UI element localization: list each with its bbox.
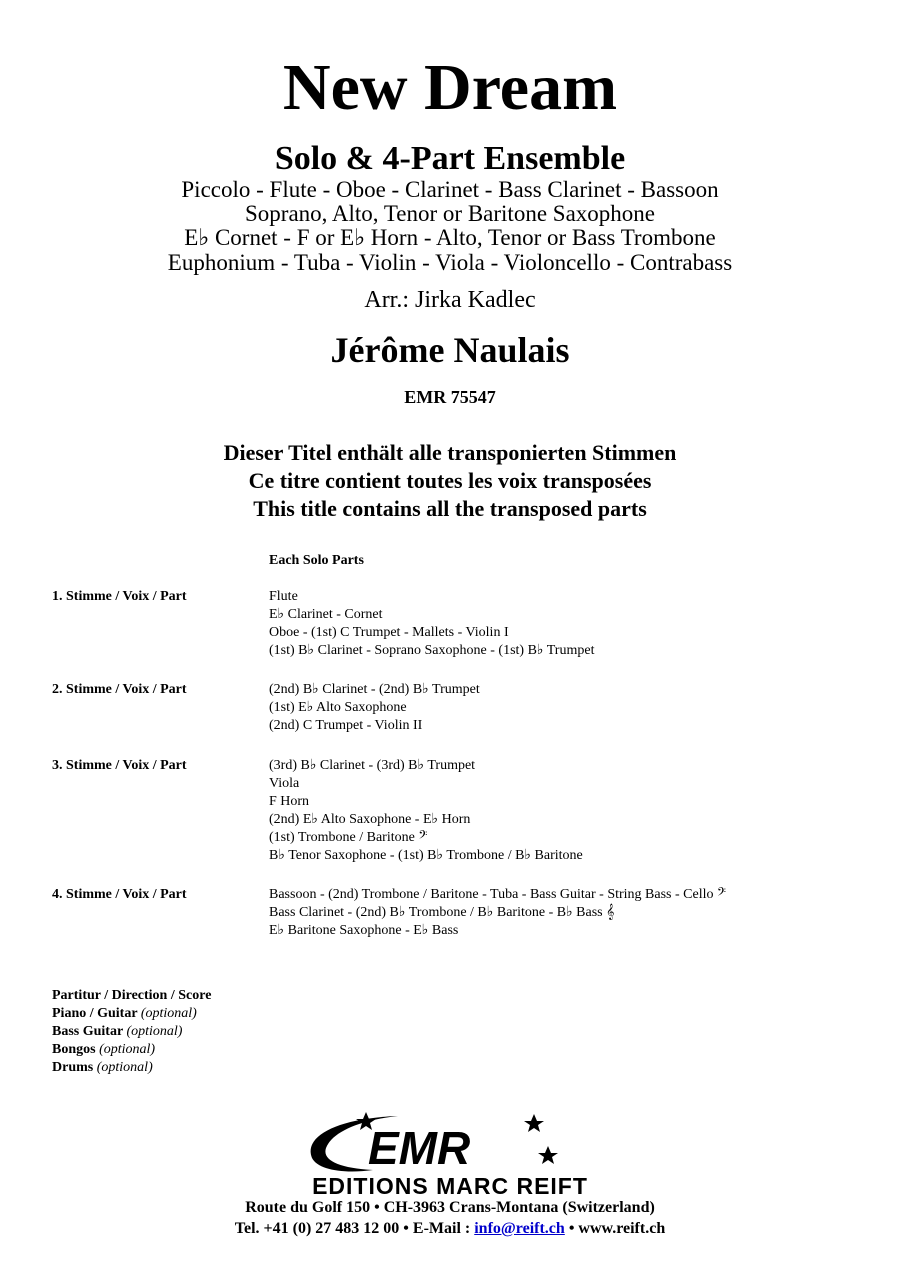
logo-publisher-name: EDITIONS MARC REIFT [312, 1173, 588, 1198]
part-line: B♭ Tenor Saxophone - (1st) B♭ Trombone / B♭ Baritone [269, 848, 583, 863]
extras-list [52, 987, 211, 1077]
footer-tel: Tel. +41 (0) 27 483 12 00 • E-Mail : [234, 1220, 475, 1237]
section-label: 4. Stimme / Voix / Part [52, 887, 187, 902]
transposed-note-en: This title contains all the transposed parts [253, 496, 647, 521]
instrumentation-line: Soprano, Alto, Tenor or Baritone Saxophone [245, 201, 655, 226]
composer: Jérôme Naulais [330, 330, 570, 370]
solo-parts-header: Each Solo Parts [269, 553, 364, 568]
part-line: Bass Clarinet - (2nd) B♭ Trombone / B♭ Baritone - B♭ Bass 𝄞 [269, 905, 615, 920]
part-line: E♭ Baritone Saxophone - E♭ Bass [269, 923, 459, 938]
instrumentation-line: Piccolo - Flute - Oboe - Clarinet - Bass Clarinet - Bassoon [181, 177, 719, 202]
section-label: 1. Stimme / Voix / Part [52, 589, 187, 604]
extra-name: Partitur / Direction / Score [52, 988, 212, 1003]
part-line: F Horn [269, 794, 310, 809]
section-parts [269, 588, 594, 660]
email-link[interactable]: info@reift.ch [474, 1220, 565, 1237]
extra-note: (optional) [99, 1042, 156, 1057]
footer-address: Route du Golf 150 • CH-3963 Crans-Montana (Switzerland) [245, 1199, 655, 1216]
part-line: Oboe - (1st) C Trumpet - Mallets - Violin I [269, 625, 509, 640]
part-line: Flute [269, 589, 298, 604]
section-label: 3. Stimme / Voix / Part [52, 758, 187, 773]
arranger: Arr.: Jirka Kadlec [364, 287, 536, 313]
section-label: 2. Stimme / Voix / Part [52, 682, 187, 697]
extra-item [52, 1041, 211, 1059]
transposed-note-fr: Ce titre contient toutes les voix transposées [248, 468, 652, 493]
extra-name: Drums [52, 1060, 94, 1075]
publisher-logo [248, 1106, 652, 1203]
footer-contact [0, 1218, 900, 1239]
logo-star-icon [538, 1146, 558, 1164]
footer-web: • www.reift.ch [564, 1220, 666, 1237]
part-line: Viola [269, 776, 300, 791]
emr-logo-graphic [248, 1106, 652, 1198]
part-line: (2nd) C Trumpet - Violin II [269, 718, 423, 733]
section-parts [269, 757, 583, 865]
extra-item [52, 987, 211, 1005]
part-line: (1st) Trombone / Baritone 𝄢 [269, 830, 428, 845]
extra-item [52, 1005, 211, 1023]
extra-note: (optional) [126, 1024, 183, 1039]
transposed-note-de: Dieser Titel enthält alle transponierten Stimmen [223, 440, 677, 465]
part-line: (3rd) B♭ Clarinet - (3rd) B♭ Trumpet [269, 758, 476, 773]
extra-item [52, 1023, 211, 1041]
logo-mark: EMR [368, 1122, 471, 1174]
part-line: (1st) B♭ Clarinet - Soprano Saxophone - (1st) B♭ Trumpet [269, 643, 595, 658]
instrumentation-line: E♭ Cornet - F or E♭ Horn - Alto, Tenor or Bass Trombone [184, 225, 716, 250]
part-line: (2nd) E♭ Alto Saxophone - E♭ Horn [269, 812, 471, 827]
extra-note: (optional) [96, 1060, 153, 1075]
extra-name: Piano / Guitar [52, 1006, 138, 1021]
subtitle: Solo & 4-Part Ensemble [274, 140, 626, 177]
page-title: New Dream [282, 51, 618, 124]
extra-note: (optional) [140, 1006, 197, 1021]
part-line: (2nd) B♭ Clarinet - (2nd) B♭ Trumpet [269, 682, 480, 697]
part-line: E♭ Clarinet - Cornet [269, 607, 383, 622]
part-line: Bassoon - (2nd) Trombone / Baritone - Tuba - Bass Guitar - String Bass - Cello 𝄢 [269, 887, 726, 902]
extra-name: Bass Guitar [52, 1024, 123, 1039]
section-parts [269, 886, 726, 940]
extra-item [52, 1059, 211, 1077]
section-parts [269, 681, 480, 735]
part-line: (1st) E♭ Alto Saxophone [269, 700, 407, 715]
instrumentation-line: Euphonium - Tuba - Violin - Viola - Violoncello - Contrabass [167, 250, 733, 275]
catalog-number: EMR 75547 [404, 387, 496, 407]
logo-star-icon [524, 1114, 544, 1132]
extra-name: Bongos [52, 1042, 96, 1057]
